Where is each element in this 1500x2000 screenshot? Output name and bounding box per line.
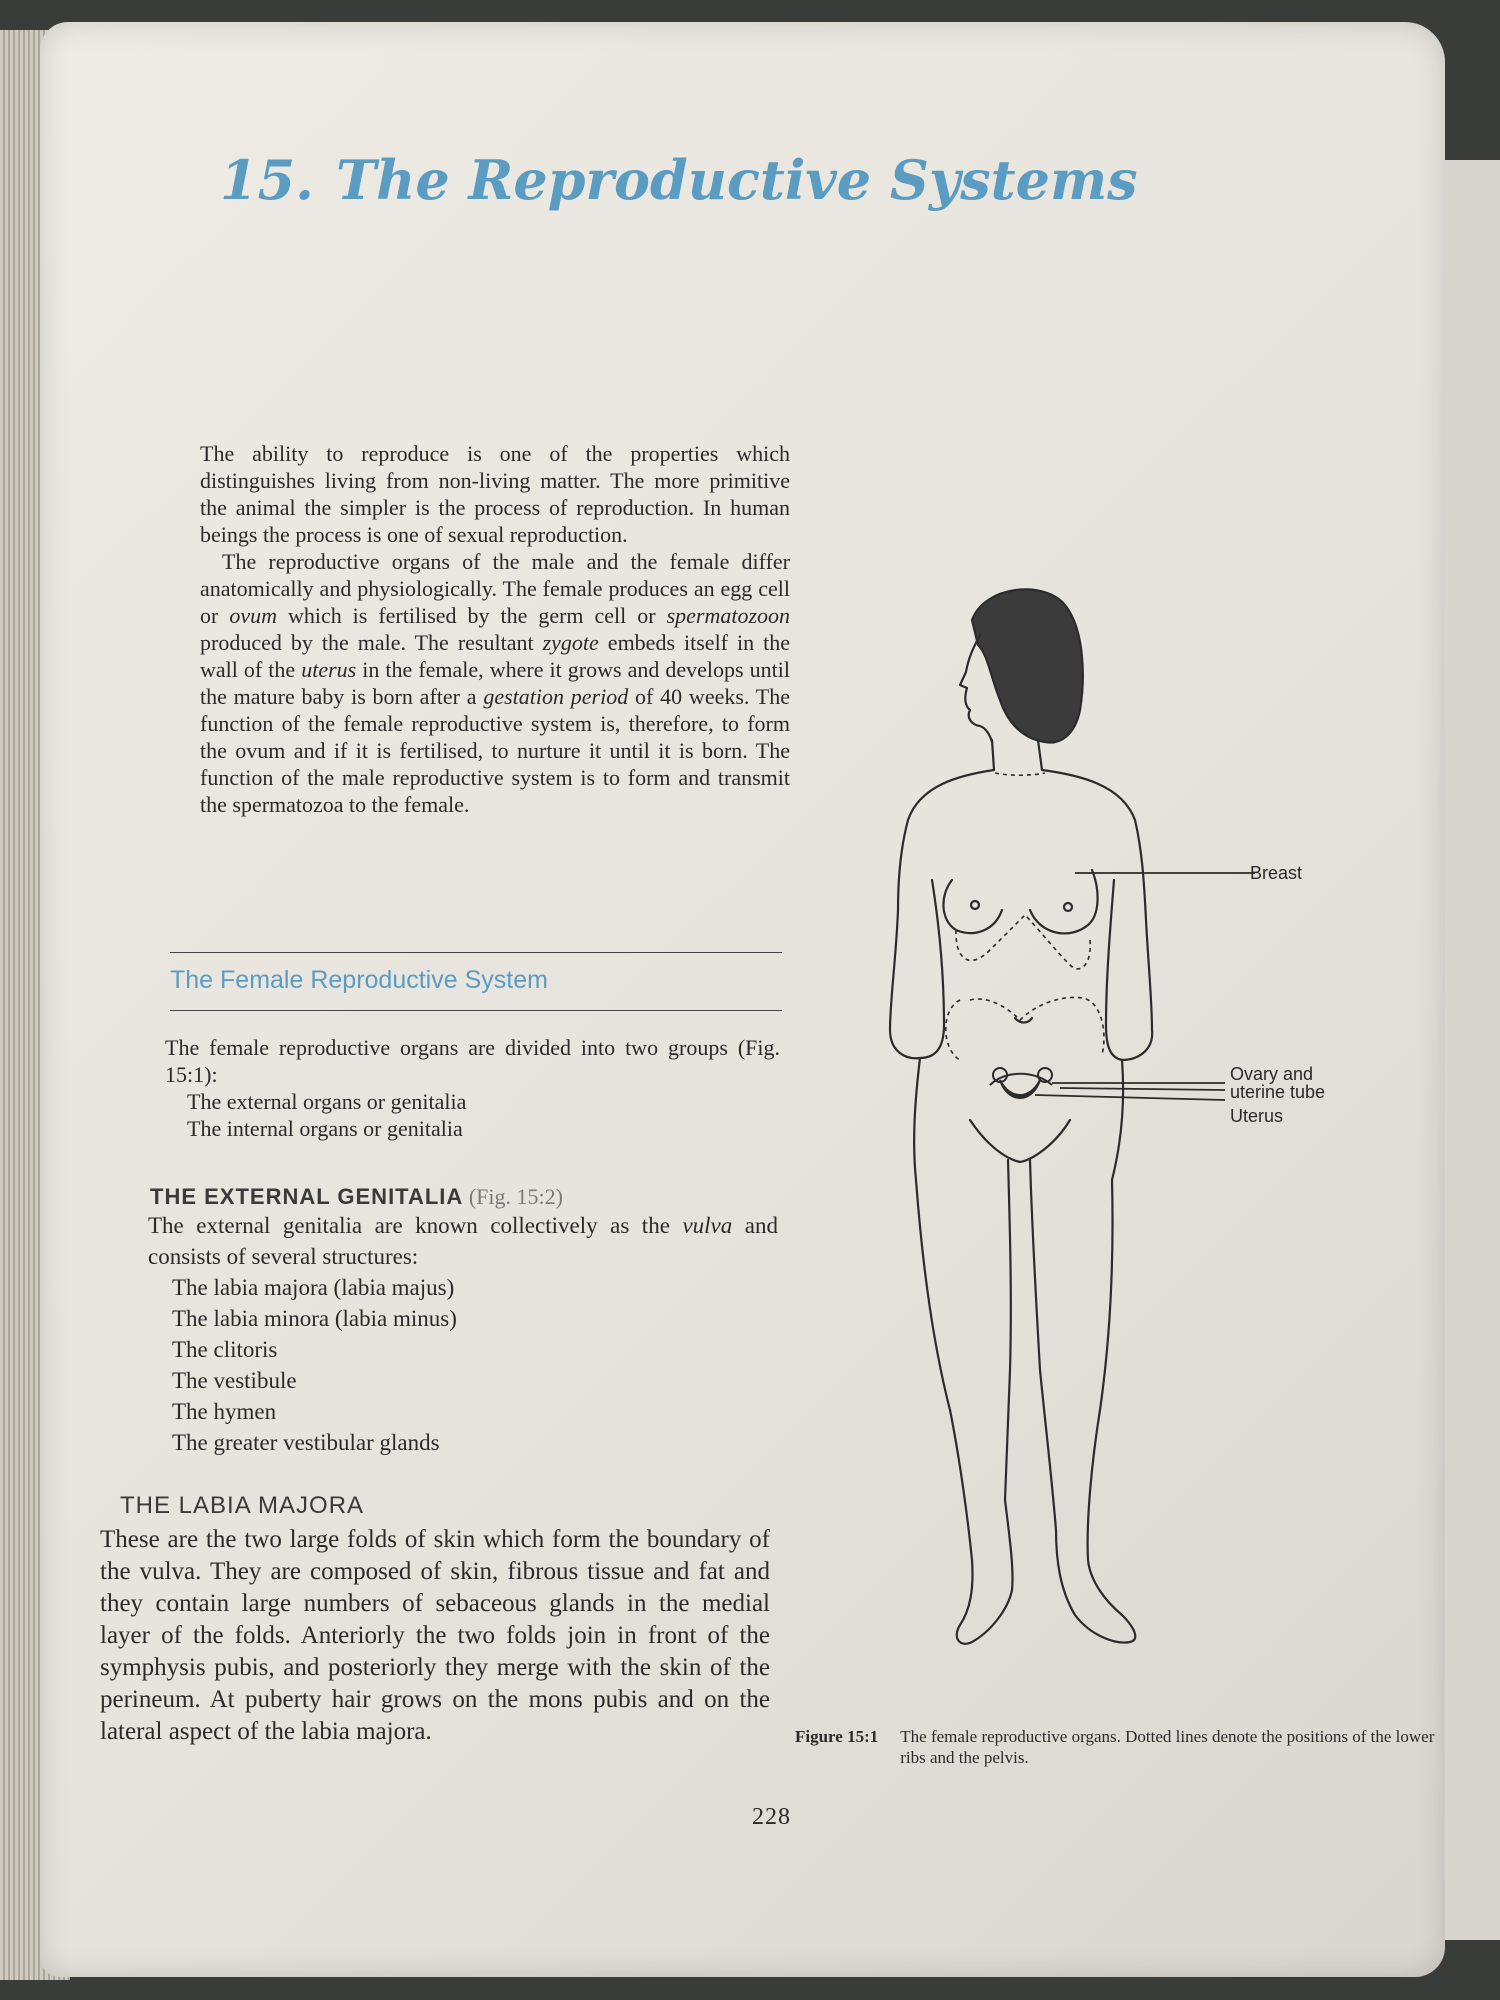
uterine-tube <box>990 1074 1052 1085</box>
label-breast: Breast <box>1250 863 1303 883</box>
caption-label: Figure 15:1 <box>795 1727 879 1746</box>
figure-caption <box>795 1726 1435 1768</box>
page-number: 228 <box>752 1804 791 1830</box>
leg-left-inner <box>1005 1160 1011 1500</box>
intro-text <box>200 440 790 818</box>
breast-right <box>1030 870 1098 933</box>
leader-uterus <box>1035 1095 1225 1100</box>
uterus-shape <box>1000 1080 1040 1098</box>
figure-15-1 <box>860 580 1420 1710</box>
arm-left-inner <box>920 880 944 1058</box>
list-item: The labia majora (labia majus) <box>172 1275 455 1300</box>
leg-right-inner <box>1030 1160 1056 1530</box>
shoulder-line <box>995 773 1045 775</box>
list-item: The internal organs or genitalia <box>187 1116 463 1141</box>
leg-right-outer <box>1056 1180 1135 1643</box>
navel <box>1015 1018 1032 1023</box>
labia-majora-text: These are the two large folds of skin which form the boundary of the vulva. They are composed of skin, fibrous tissue and fat and they contain large numbers of sebaceous glands in the medial layer of the folds. Anteriorly the two folds join in front of the symphysis pubis, and posteriorly they merge with the skin of the perineum. At puberty hair grows on the mons pubis and on the lateral aspect of the labia majora. <box>100 1526 770 1745</box>
structures-list <box>148 1272 778 1458</box>
list-item: The vestibule <box>172 1368 297 1393</box>
intro-paragraph-1: The ability to reproduce is one of the properties which distinguishes living from non-living matter. The more primitive the animal the simpler is the process of reproduction. In human beings the process is one of sexual reproduction. <box>200 441 790 547</box>
list-item: The labia minora (labia minus) <box>172 1306 457 1331</box>
section-heading: The Female Reproductive System <box>170 966 548 994</box>
groups-intro: The female reproductive organs are divided into two groups (Fig. 15:1): <box>165 1035 780 1087</box>
external-genitalia-body <box>148 1210 778 1458</box>
hair <box>972 589 1083 742</box>
groups-list <box>165 1088 780 1142</box>
labia-majora-heading: THE LABIA MAJORA <box>120 1492 365 1519</box>
label-ovary-line2: uterine tube <box>1230 1082 1326 1102</box>
list-item: The external organs or genitalia <box>187 1089 467 1114</box>
neck <box>992 740 1042 770</box>
pelvis-outline <box>946 997 1104 1060</box>
groups-text <box>165 1034 780 1142</box>
female-body-illustration <box>860 580 1420 1710</box>
leg-left-outer <box>916 1180 1013 1644</box>
label-ovary-line1: Ovary and <box>1230 1064 1314 1084</box>
external-heading-ref: (Fig. 15:2) <box>468 1184 563 1209</box>
breast-left <box>943 880 1002 933</box>
list-item: The clitoris <box>172 1337 278 1362</box>
torso-right <box>1042 770 1152 1180</box>
list-item: The hymen <box>172 1399 277 1424</box>
leader-tube <box>1060 1088 1225 1090</box>
section-rule-top <box>170 952 782 953</box>
caption-text: The female reproductive organs. Dotted lines denote the positions of the lower ribs and the pelvis. <box>900 1727 1435 1767</box>
arm-right-inner <box>1106 880 1122 1060</box>
label-uterus: Uterus <box>1230 1106 1284 1126</box>
chapter-number: 15. <box>220 148 314 212</box>
external-heading-text: THE EXTERNAL GENITALIA <box>150 1184 464 1209</box>
rib-outline <box>956 915 1090 969</box>
nipple-right <box>1064 903 1072 911</box>
next-page-edge <box>1440 160 1500 1940</box>
pubic-triangle <box>970 1120 1070 1162</box>
chapter-title-text: The Reproductive Systems <box>335 148 1138 212</box>
intro-paragraph-2: The reproductive organs of the male and the female differ anatomically and physiologically. The female produces an egg cell or ovum which is fertilised by the germ cell or spermatozoon produced by the male. The resultant zygote embeds itself in the wall of the uterus in the female, where it grows and develops until the mature baby is born after a gestation period of 40 weeks. The function of the female reproductive system is, therefore, to form the ovum and if it is fertilised, to nurture it until it is born. The function of the male reproductive system is to form and transmit the spermatozoa to the female. <box>200 549 791 817</box>
external-intro: The external genitalia are known collectively as the vulva and consists of several structures: <box>148 1213 778 1269</box>
chapter-title <box>220 148 1220 212</box>
external-genitalia-heading <box>150 1184 780 1210</box>
list-item: The greater vestibular glands <box>172 1430 440 1455</box>
nipple-left <box>971 901 979 909</box>
section-rule-bottom <box>170 1010 782 1011</box>
